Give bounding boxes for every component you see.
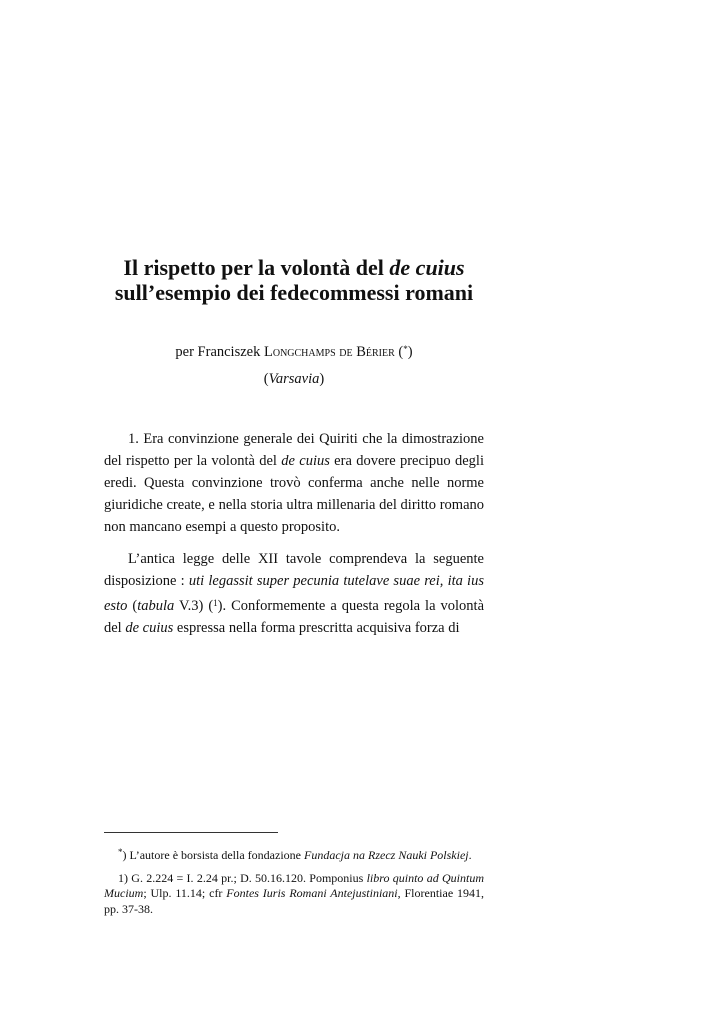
paragraph-2 — [104, 548, 484, 639]
author-note-open: ( — [394, 344, 404, 360]
footnote1-text-a: 1) G. 2.224 = I. 2.24 pr.; D. 50.16.120. Pomponius — [118, 870, 367, 885]
footnote-star — [104, 845, 484, 864]
para2-text-d: ). Conformemente a questa regola la volontà del — [104, 598, 485, 636]
author-line — [104, 340, 484, 361]
affiliation-city: Varsavia — [268, 371, 320, 387]
para2-italic-b: tabula — [137, 598, 175, 614]
author-note-close: ) — [407, 344, 413, 360]
article-title — [104, 255, 484, 305]
author-affiliation — [104, 370, 484, 388]
para1-text-a: 1. Era convinzione generale dei Quiriti che la dimostrazione del rispetto per la volontà del — [104, 431, 484, 469]
affiliation-open: ( — [263, 371, 269, 387]
footnote1-text-b: ; Ulp. 11.14; cfr — [143, 886, 227, 900]
para2-text-e: espressa nella forma prescritta acquisiva forza di — [173, 620, 460, 636]
footnotes — [104, 845, 484, 924]
footnote-star-mark: * — [118, 847, 123, 857]
footnote-divider — [104, 832, 278, 833]
para2-text-c: V.3) ( — [174, 598, 214, 614]
footnote-ref-1[interactable]: 1 — [213, 598, 218, 608]
title-line1-italic: de cuius — [389, 255, 465, 280]
para2-italic-c: de cuius — [125, 620, 174, 636]
footnote-star-italic: Fundacja na Rzecz Nauki Polskiej — [304, 848, 469, 862]
author-prefix: per Franciszek — [175, 344, 264, 360]
footnote-1 — [104, 871, 484, 918]
para2-text-a: L’antica legge delle XII tavole comprendeva la seguente disposizione : — [104, 551, 484, 589]
title-line1-text: Il rispetto per la volontà del — [123, 255, 390, 280]
footnote-star-text-b: . — [468, 848, 472, 862]
para2-text-b: ( — [127, 598, 138, 614]
affiliation-close: ) — [319, 371, 325, 387]
author-surname: Longchamps de Bérier — [263, 344, 395, 360]
para1-italic-a: de cuius — [281, 453, 330, 469]
footnote-star-text-a: ) L’autore è borsista della fondazione — [122, 848, 304, 862]
body-text — [104, 428, 484, 649]
title-line2: sull’esempio dei fedecommessi romani — [114, 280, 474, 305]
author-note-mark[interactable]: * — [403, 344, 408, 354]
footnote1-italic-a: libro quinto ad Quintum Mucium — [104, 870, 484, 900]
paragraph-1 — [104, 428, 484, 538]
para1-text-b: era dovere precipuo degli eredi. Questa convinzione trovò conferma anche nelle norme giuridiche create, e nella storia ultra millenaria del diritto romano non mancano esempi a questo proposito. — [104, 453, 484, 535]
para2-italic-a: uti legassit super pecunia tutelave suae rei, ita ius esto — [104, 573, 484, 614]
footnote1-italic-b: Fontes Iuris Romani Antejustiniani — [226, 886, 398, 900]
footnote1-text-c: , Florentiae 1941, pp. 37-38. — [104, 886, 484, 916]
